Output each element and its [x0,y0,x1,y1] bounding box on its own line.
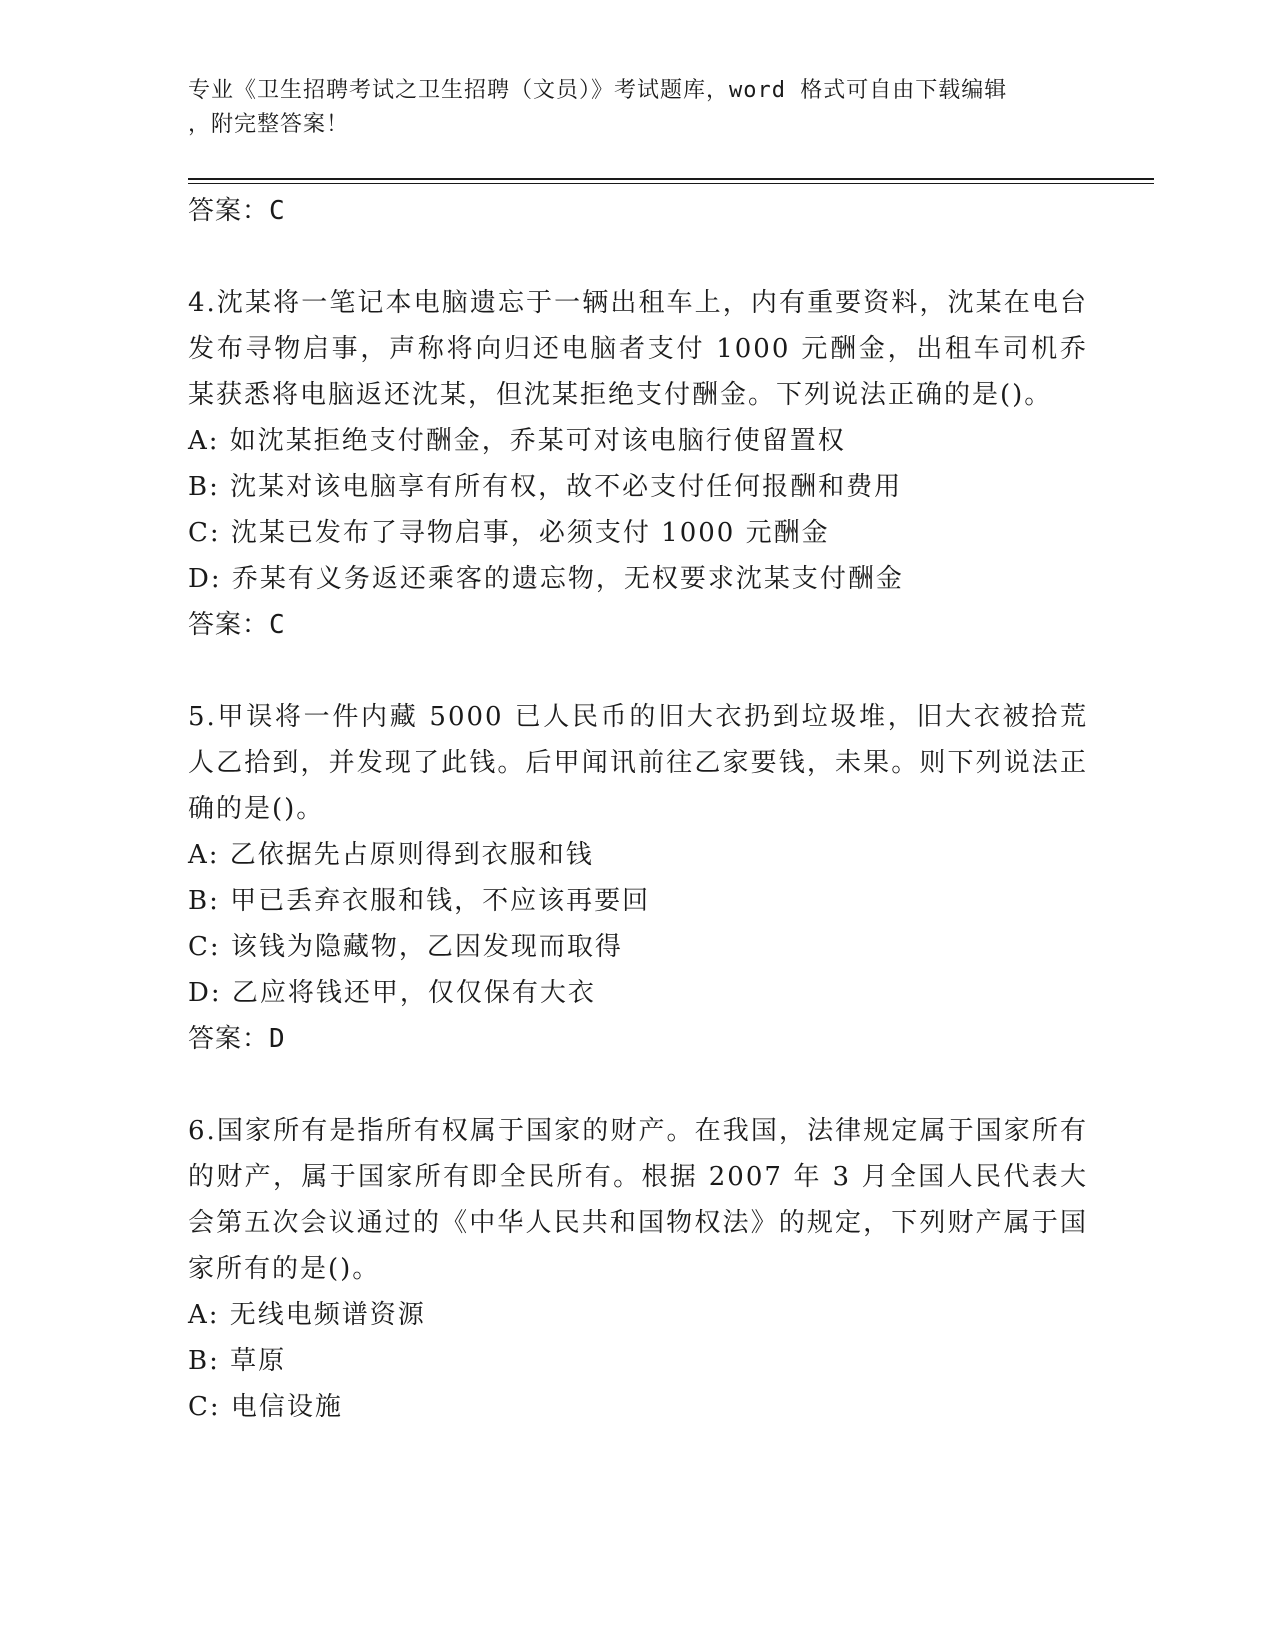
question-6-option-b: B: 草原 [188,1346,287,1376]
question-6-stem: 6.国家所有是指所有权属于国家的财产。在我国，法律规定属于国家所有的财产，属于国家所有即全民所有。根据 2007 年 3 月全国人民代表大会第五次会议通过的《中华人民共和国物权法》的规定，下列财产属于国家所有的是()。 [188,1116,1088,1284]
header-line-2: ，附完整答案！ [188,112,350,137]
question-5 [188,694,1088,1062]
document-header [188,74,1088,142]
question-4-stem: 4.沈某将一笔记本电脑遗忘于一辆出租车上，内有重要资料，沈某在电台发布寻物启事，声称将向归还电脑者支付 1000 元酬金，出租车司机乔某获悉将电脑返还沈某，但沈某拒绝支付酬金。下列说法正确的是()。 [188,288,1088,410]
question-6-option-a: A: 无线电频谱资源 [188,1300,426,1330]
answer-q3: 答案：C [188,196,286,226]
question-5-option-c: C: 该钱为隐藏物，乙因发现而取得 [188,932,623,962]
question-4-option-b: B: 沈某对该电脑享有所有权，故不必支付任何报酬和费用 [188,472,903,502]
question-6 [188,1108,1088,1430]
question-4-option-d: D: 乔某有义务返还乘客的遗忘物，无权要求沈某支付酬金 [188,564,904,594]
question-6-option-c: C: 电信设施 [188,1392,343,1422]
question-5-option-b: B: 甲已丢弃衣服和钱，不应该再要回 [188,886,651,916]
answer-q4: 答案：C [188,610,286,640]
header-divider-thin [188,183,1154,184]
header-divider-thick [188,178,1154,180]
answer-q5: 答案：D [188,1024,286,1054]
question-5-stem: 5.甲误将一件内藏 5000 已人民币的旧大衣扔到垃圾堆，旧大衣被拾荒人乙拾到，并发现了此钱。后甲闻讯前往乙家要钱，未果。则下列说法正确的是()。 [188,702,1088,824]
question-4-option-c: C: 沈某已发布了寻物启事，必须支付 1000 元酬金 [188,518,830,548]
header-line-1: 专业《卫生招聘考试之卫生招聘（文员）》考试题库，word 格式可自由下载编辑 [188,78,1008,103]
question-4 [188,280,1088,648]
question-list [188,188,1088,1430]
question-5-option-a: A: 乙依据先占原则得到衣服和钱 [188,840,594,870]
question-5-option-d: D: 乙应将钱还甲，仅仅保有大衣 [188,978,596,1008]
question-4-option-a: A: 如沈某拒绝支付酬金，乔某可对该电脑行使留置权 [188,426,846,456]
